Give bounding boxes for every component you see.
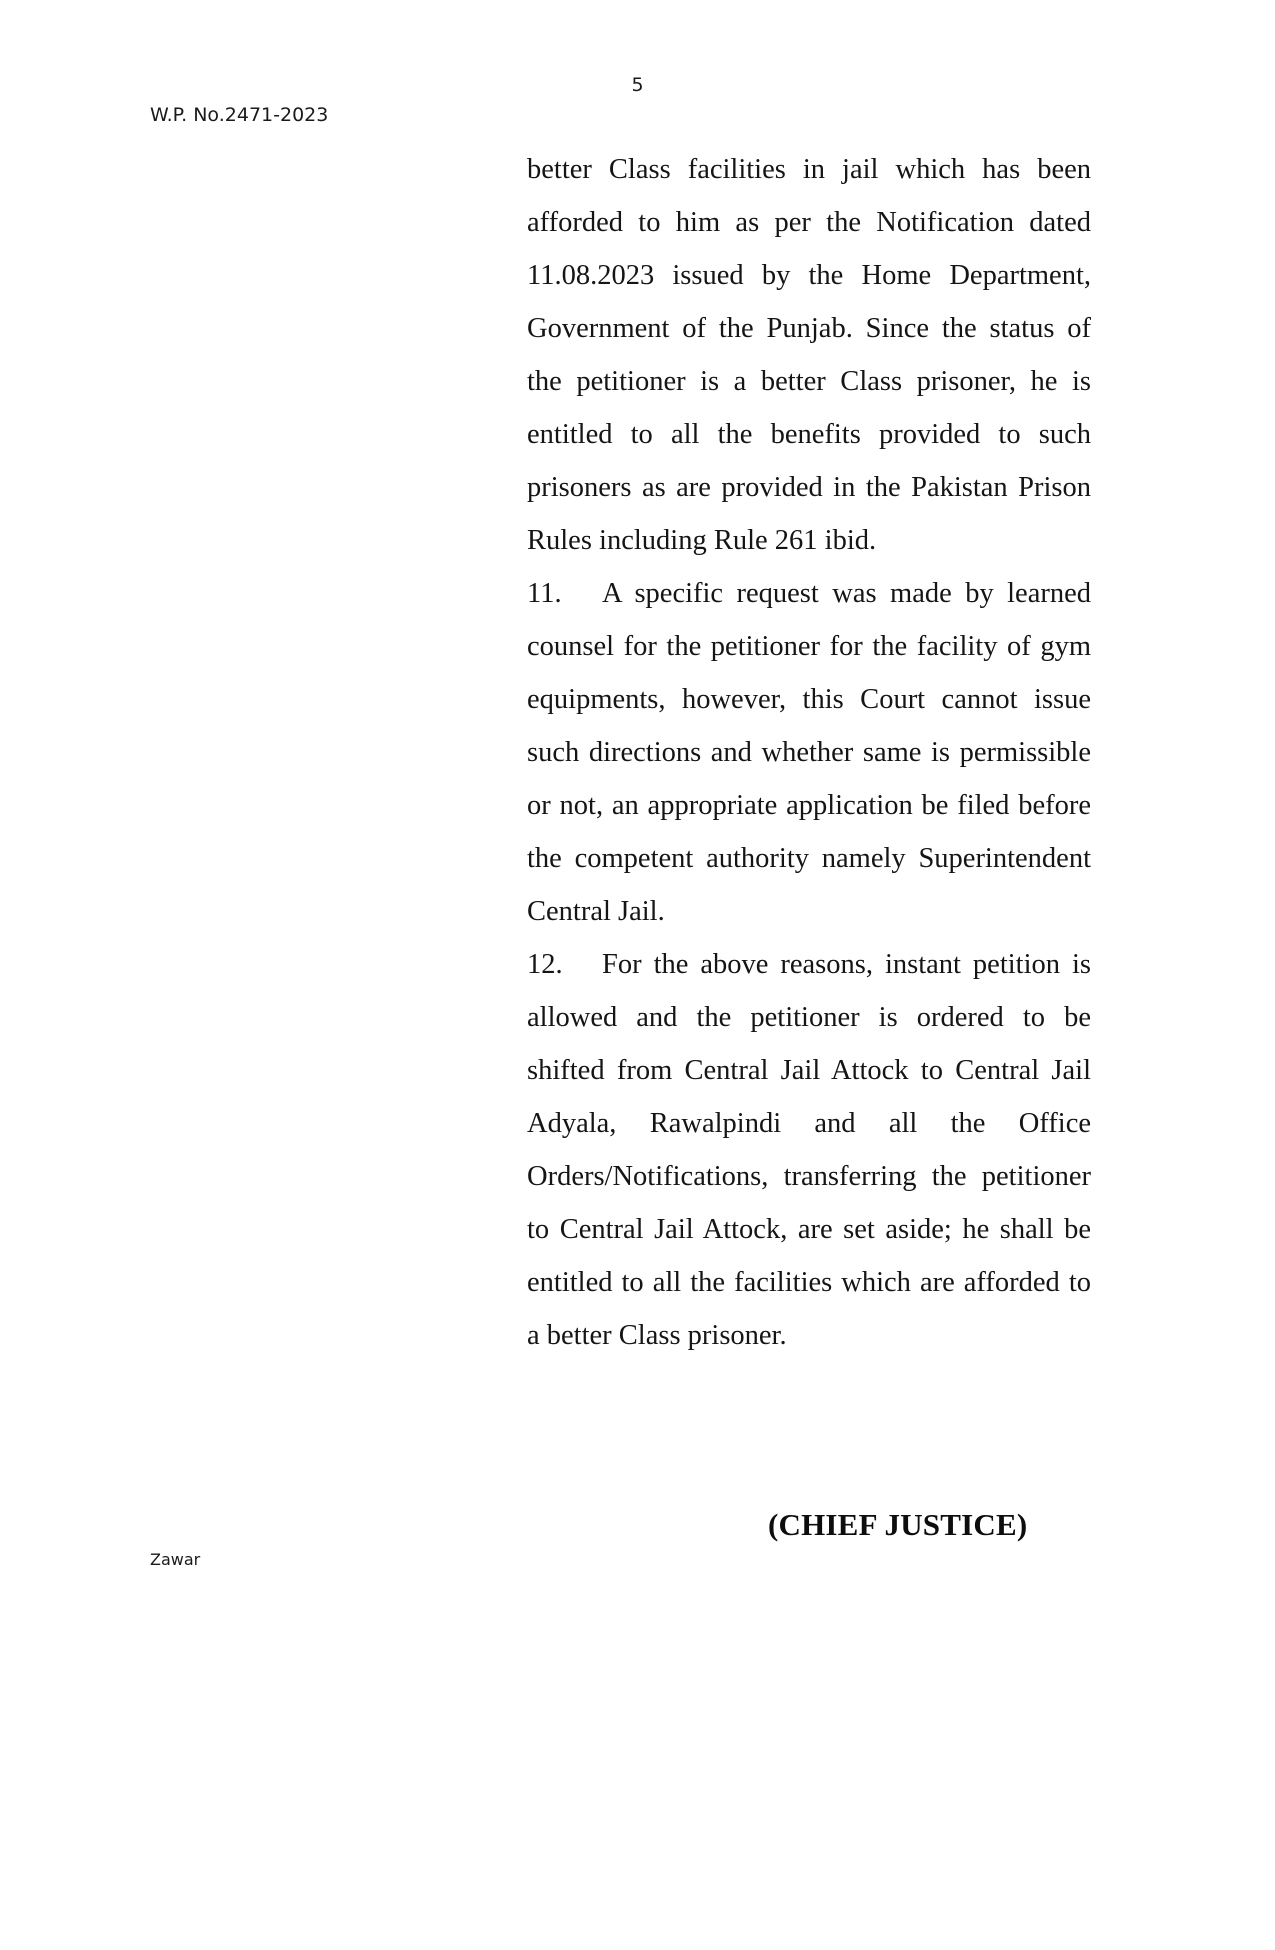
continuation-paragraph: better Class facilities in jail which has been afforded to him as per the Notification dated 11.08.2023 issued by the Home Department, Government of the Punjab. Since the status of the petitioner is a better Class prisoner, he is entitled to all the benefits provided to such prisoners as are provided in the Pakistan Prison Rules including Rule 261 ibid. xyxy=(527,154,1091,556)
paragraph-11 xyxy=(527,567,1091,938)
clerk-initials: Zawar xyxy=(150,1550,201,1569)
case-reference: W.P. No.2471-2023 xyxy=(150,104,329,126)
page-number: 5 xyxy=(631,74,644,96)
paragraph-12 xyxy=(527,938,1091,1362)
paragraph-number: 11. xyxy=(527,578,562,609)
judgment-body xyxy=(527,143,1091,1362)
paragraph-number: 12. xyxy=(527,949,563,980)
signature-title: (CHIEF JUSTICE) xyxy=(768,1507,1028,1542)
paragraph-text: A specific request was made by learned counsel for the petitioner for the facility of gym equipments, however, this Court cannot issue such directions and whether same is permissible or not, an appropriate application be filed before the competent authority namely Superintendent Central Jail. xyxy=(527,578,1091,927)
paragraph-text: For the above reasons, instant petition is allowed and the petitioner is ordered to be shifted from Central Jail Attock to Central Jail Adyala, Rawalpindi and all the Office Orders/Notifications, transferring the petitioner to Central Jail Attock, are set aside; he shall be entitled to all the facilities which are afforded to a better Class prisoner. xyxy=(527,949,1091,1351)
